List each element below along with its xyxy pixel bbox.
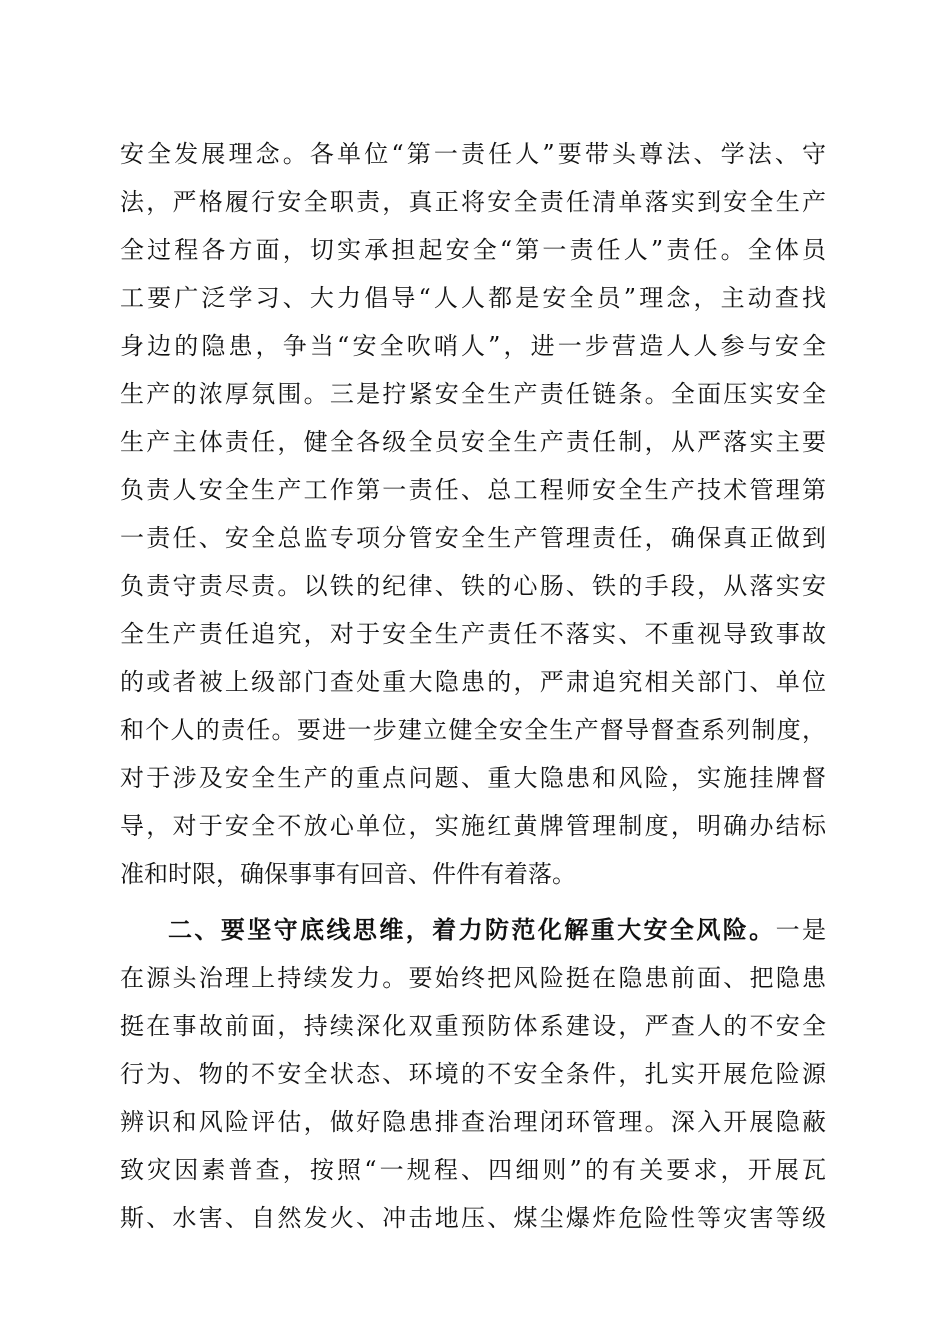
paragraph-line: 身边的隐患，争当“安全吹哨人”，进一步营造人人参与安全 bbox=[120, 332, 826, 360]
paragraph-line: 导，对于安全不放心单位，实施红黄牌管理制度，明确办结标 bbox=[120, 812, 826, 840]
paragraph-line: 工要广泛学习、大力倡导“人人都是安全员”理念，主动查找 bbox=[120, 284, 826, 312]
paragraph-line: 全过程各方面，切实承担起安全“第一责任人”责任。全体员 bbox=[120, 236, 826, 264]
paragraph-line: 辨识和风险评估，做好隐患排查治理闭环管理。深入开展隐蔽 bbox=[120, 1108, 826, 1136]
paragraph-line: 生产主体责任，健全各级全员安全生产责任制，从严落实主要 bbox=[120, 428, 826, 456]
section-heading: 二、要坚守底线思维，着力防范化解重大安全风险。 bbox=[168, 916, 776, 944]
paragraph-line: 致灾因素普查，按照“一规程、四细则”的有关要求，开展瓦 bbox=[120, 1156, 826, 1184]
paragraph-line: 和个人的责任。要进一步建立健全安全生产督导督查系列制度， bbox=[120, 716, 826, 744]
paragraph-line: 安全发展理念。各单位“第一责任人”要带头尊法、学法、守 bbox=[120, 140, 826, 168]
paragraph-line: 对于涉及安全生产的重点问题、重大隐患和风险，实施挂牌督 bbox=[120, 764, 826, 792]
paragraph-line: 挺在事故前面，持续深化双重预防体系建设，严查人的不安全 bbox=[120, 1012, 826, 1040]
section-heading-tail: 一是 bbox=[775, 916, 827, 944]
paragraph-line: 法，严格履行安全职责，真正将安全责任清单落实到安全生产 bbox=[120, 188, 826, 216]
paragraph-line: 全生产责任追究，对于安全生产责任不落实、不重视导致事故 bbox=[120, 620, 826, 648]
section-heading-line bbox=[168, 906, 826, 954]
paragraph-line: 在源头治理上持续发力。要始终把风险挺在隐患前面、把隐患 bbox=[120, 964, 826, 992]
paragraph-line: 负责人安全生产工作第一责任、总工程师安全生产技术管理第 bbox=[120, 476, 826, 504]
paragraph-line: 准和时限，确保事事有回音、件件有着落。 bbox=[120, 860, 576, 888]
paragraph-line: 负责守责尽责。以铁的纪律、铁的心肠、铁的手段，从落实安 bbox=[120, 572, 826, 600]
paragraph-line: 生产的浓厚氛围。三是拧紧安全生产责任链条。全面压实安全 bbox=[120, 380, 826, 408]
paragraph-line: 一责任、安全总监专项分管安全生产管理责任，确保真正做到 bbox=[120, 524, 826, 552]
paragraph-line: 行为、物的不安全状态、环境的不安全条件，扎实开展危险源 bbox=[120, 1060, 826, 1088]
paragraph-line: 的或者被上级部门查处重大隐患的，严肃追究相关部门、单位 bbox=[120, 668, 826, 696]
paragraph-line: 斯、水害、自然发火、冲击地压、煤尘爆炸危险性等灾害等级 bbox=[120, 1204, 826, 1232]
